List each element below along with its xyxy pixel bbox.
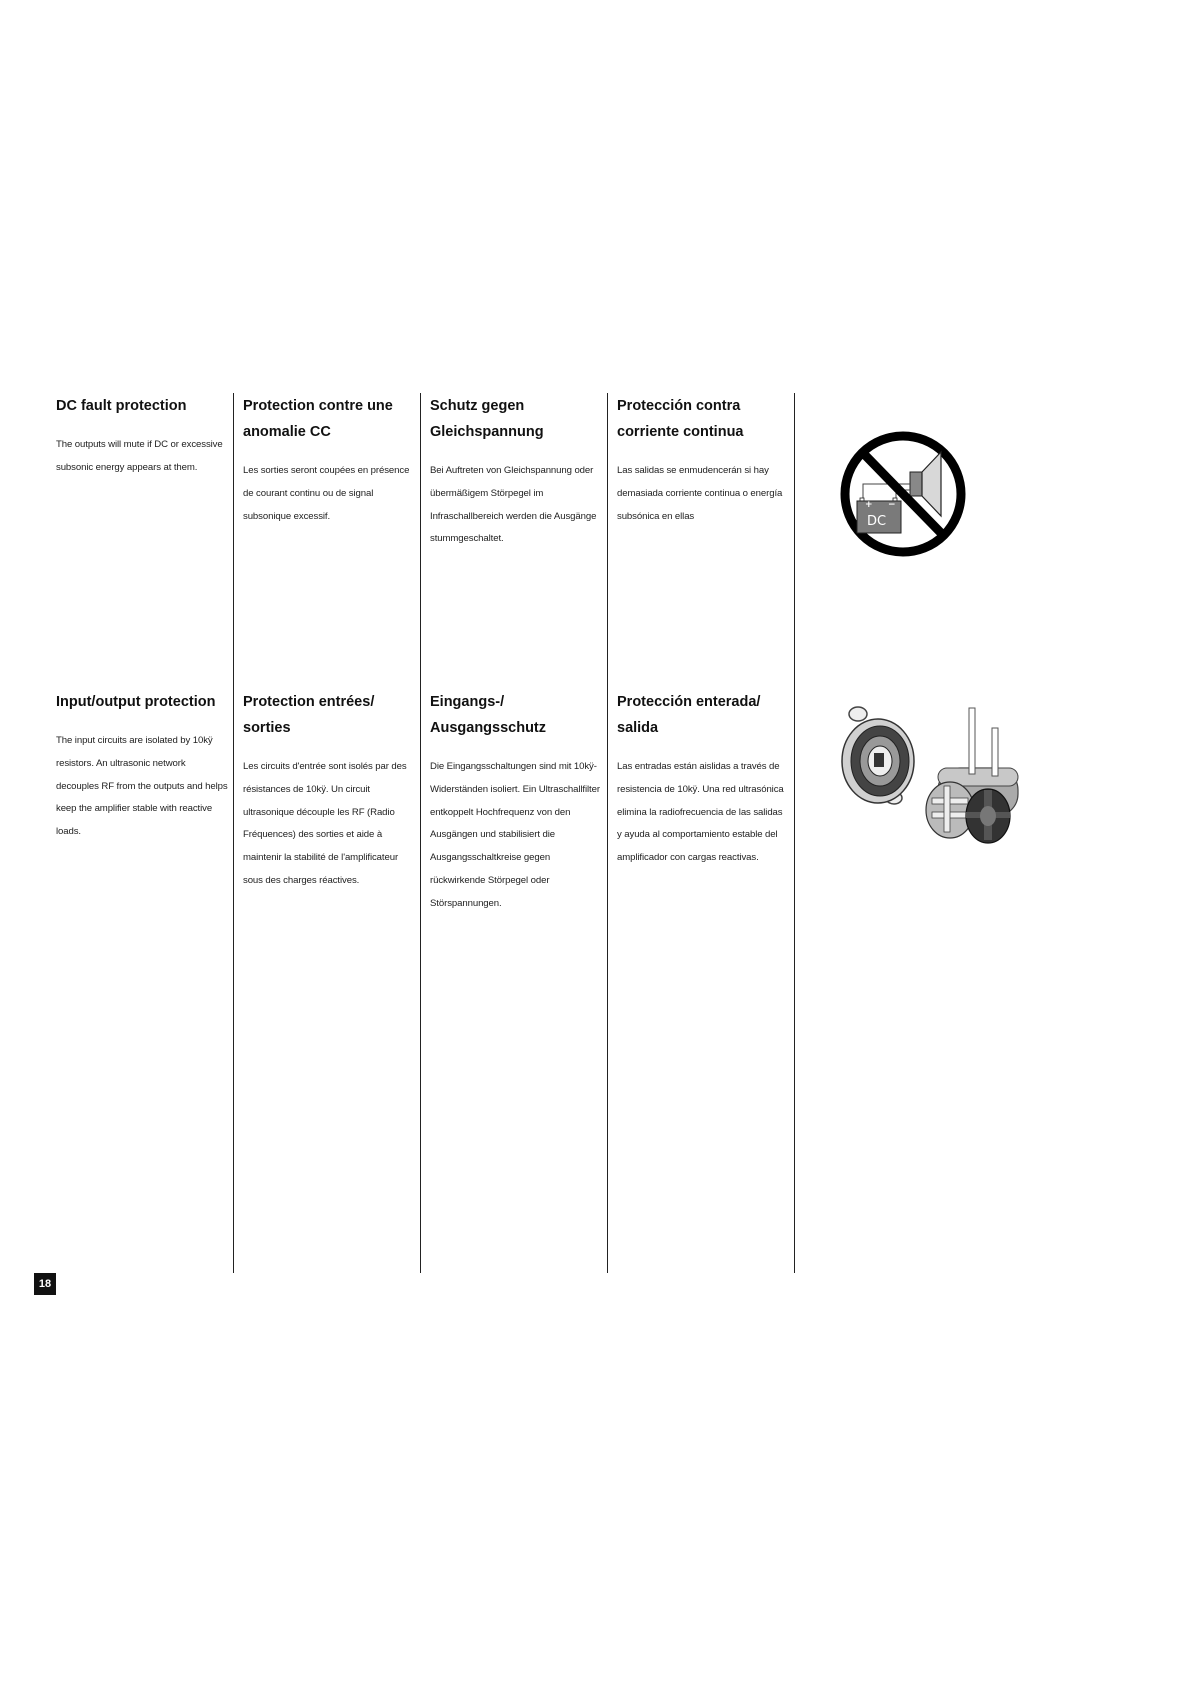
section-title: Schutz gegen Gleichspannung	[430, 398, 544, 440]
dc-label: DC	[867, 514, 887, 529]
section-title: Eingangs-/ Ausgangsschutz	[430, 694, 547, 736]
section-title: Protection contre une anomalie CC	[243, 398, 393, 440]
section-title: Protección enterada/ salida	[617, 694, 761, 736]
section-body: The input circuits are isolated by 10kÿ resistors. An ultrasonic network decouples RF from the outputs and helps keep the amplifier stable with reactive loads.	[56, 735, 228, 838]
column-divider	[420, 393, 421, 1273]
section-body: Bei Auftreten von Gleichspannung oder übermäßigem Störpegel im Infraschallbereich werden die Ausgänge stummgeschaltet.	[430, 465, 597, 545]
io-protection-column-en	[56, 689, 228, 844]
dc-fault-column-en	[56, 393, 228, 480]
io-protection-column-fr	[243, 689, 415, 893]
page-number: 18	[34, 1273, 56, 1295]
dc-fault-column-de	[430, 393, 602, 551]
dc-fault-column-fr	[243, 393, 415, 528]
io-protection-column-es	[617, 689, 789, 870]
section-body: Las salidas se enmudencerán si hay demasiada corriente continua o energía subsónica en ellas	[617, 465, 783, 522]
dc-fault-column-es	[617, 393, 789, 528]
io-protection-column-de	[430, 689, 602, 916]
section-title: DC fault protection	[56, 398, 187, 414]
svg-text:−: −	[888, 500, 896, 510]
no-dc-icon	[838, 428, 968, 560]
column-divider	[233, 393, 234, 1273]
column-divider	[794, 393, 795, 1273]
section-body: The outputs will mute if DC or excessive subsonic energy appears at them.	[56, 439, 223, 473]
section-title: Protección contra corriente continua	[617, 398, 744, 440]
section-body: Les sorties seront coupées en présence de courant continu ou de signal subsonique excessif.	[243, 465, 410, 522]
section-title: Protection entrées/ sorties	[243, 694, 375, 736]
connectors-icon	[838, 706, 1048, 848]
section-title: Input/output protection	[56, 694, 216, 710]
column-divider	[607, 393, 608, 1273]
section-body: Die Eingangsschaltungen sind mit 10kÿ-Widerständen isoliert. Ein Ultraschallfilter entkoppelt Hochfrequenz von den Ausgängen und stabilisiert die Ausgangsschaltkreise gegen rückwirkende Störpegel oder Störspannungen.	[430, 761, 600, 909]
section-body: Las entradas están aislidas a través de resistencia de 10kÿ. Una red ultrasónica elimina la radiofrecuencia de las salidas y ayuda al comportamiento estable del amplificador con cargas reactivas.	[617, 761, 784, 864]
svg-text:+: +	[865, 500, 873, 510]
section-body: Les circuits d'entrée sont isolés par des résistances de 10kÿ. Un circuit ultrasonique découple les RF (Radio Fréquences) des sorties et aide à maintenir la stabilité de l'amplificateur sous des charges réactives.	[243, 761, 407, 886]
